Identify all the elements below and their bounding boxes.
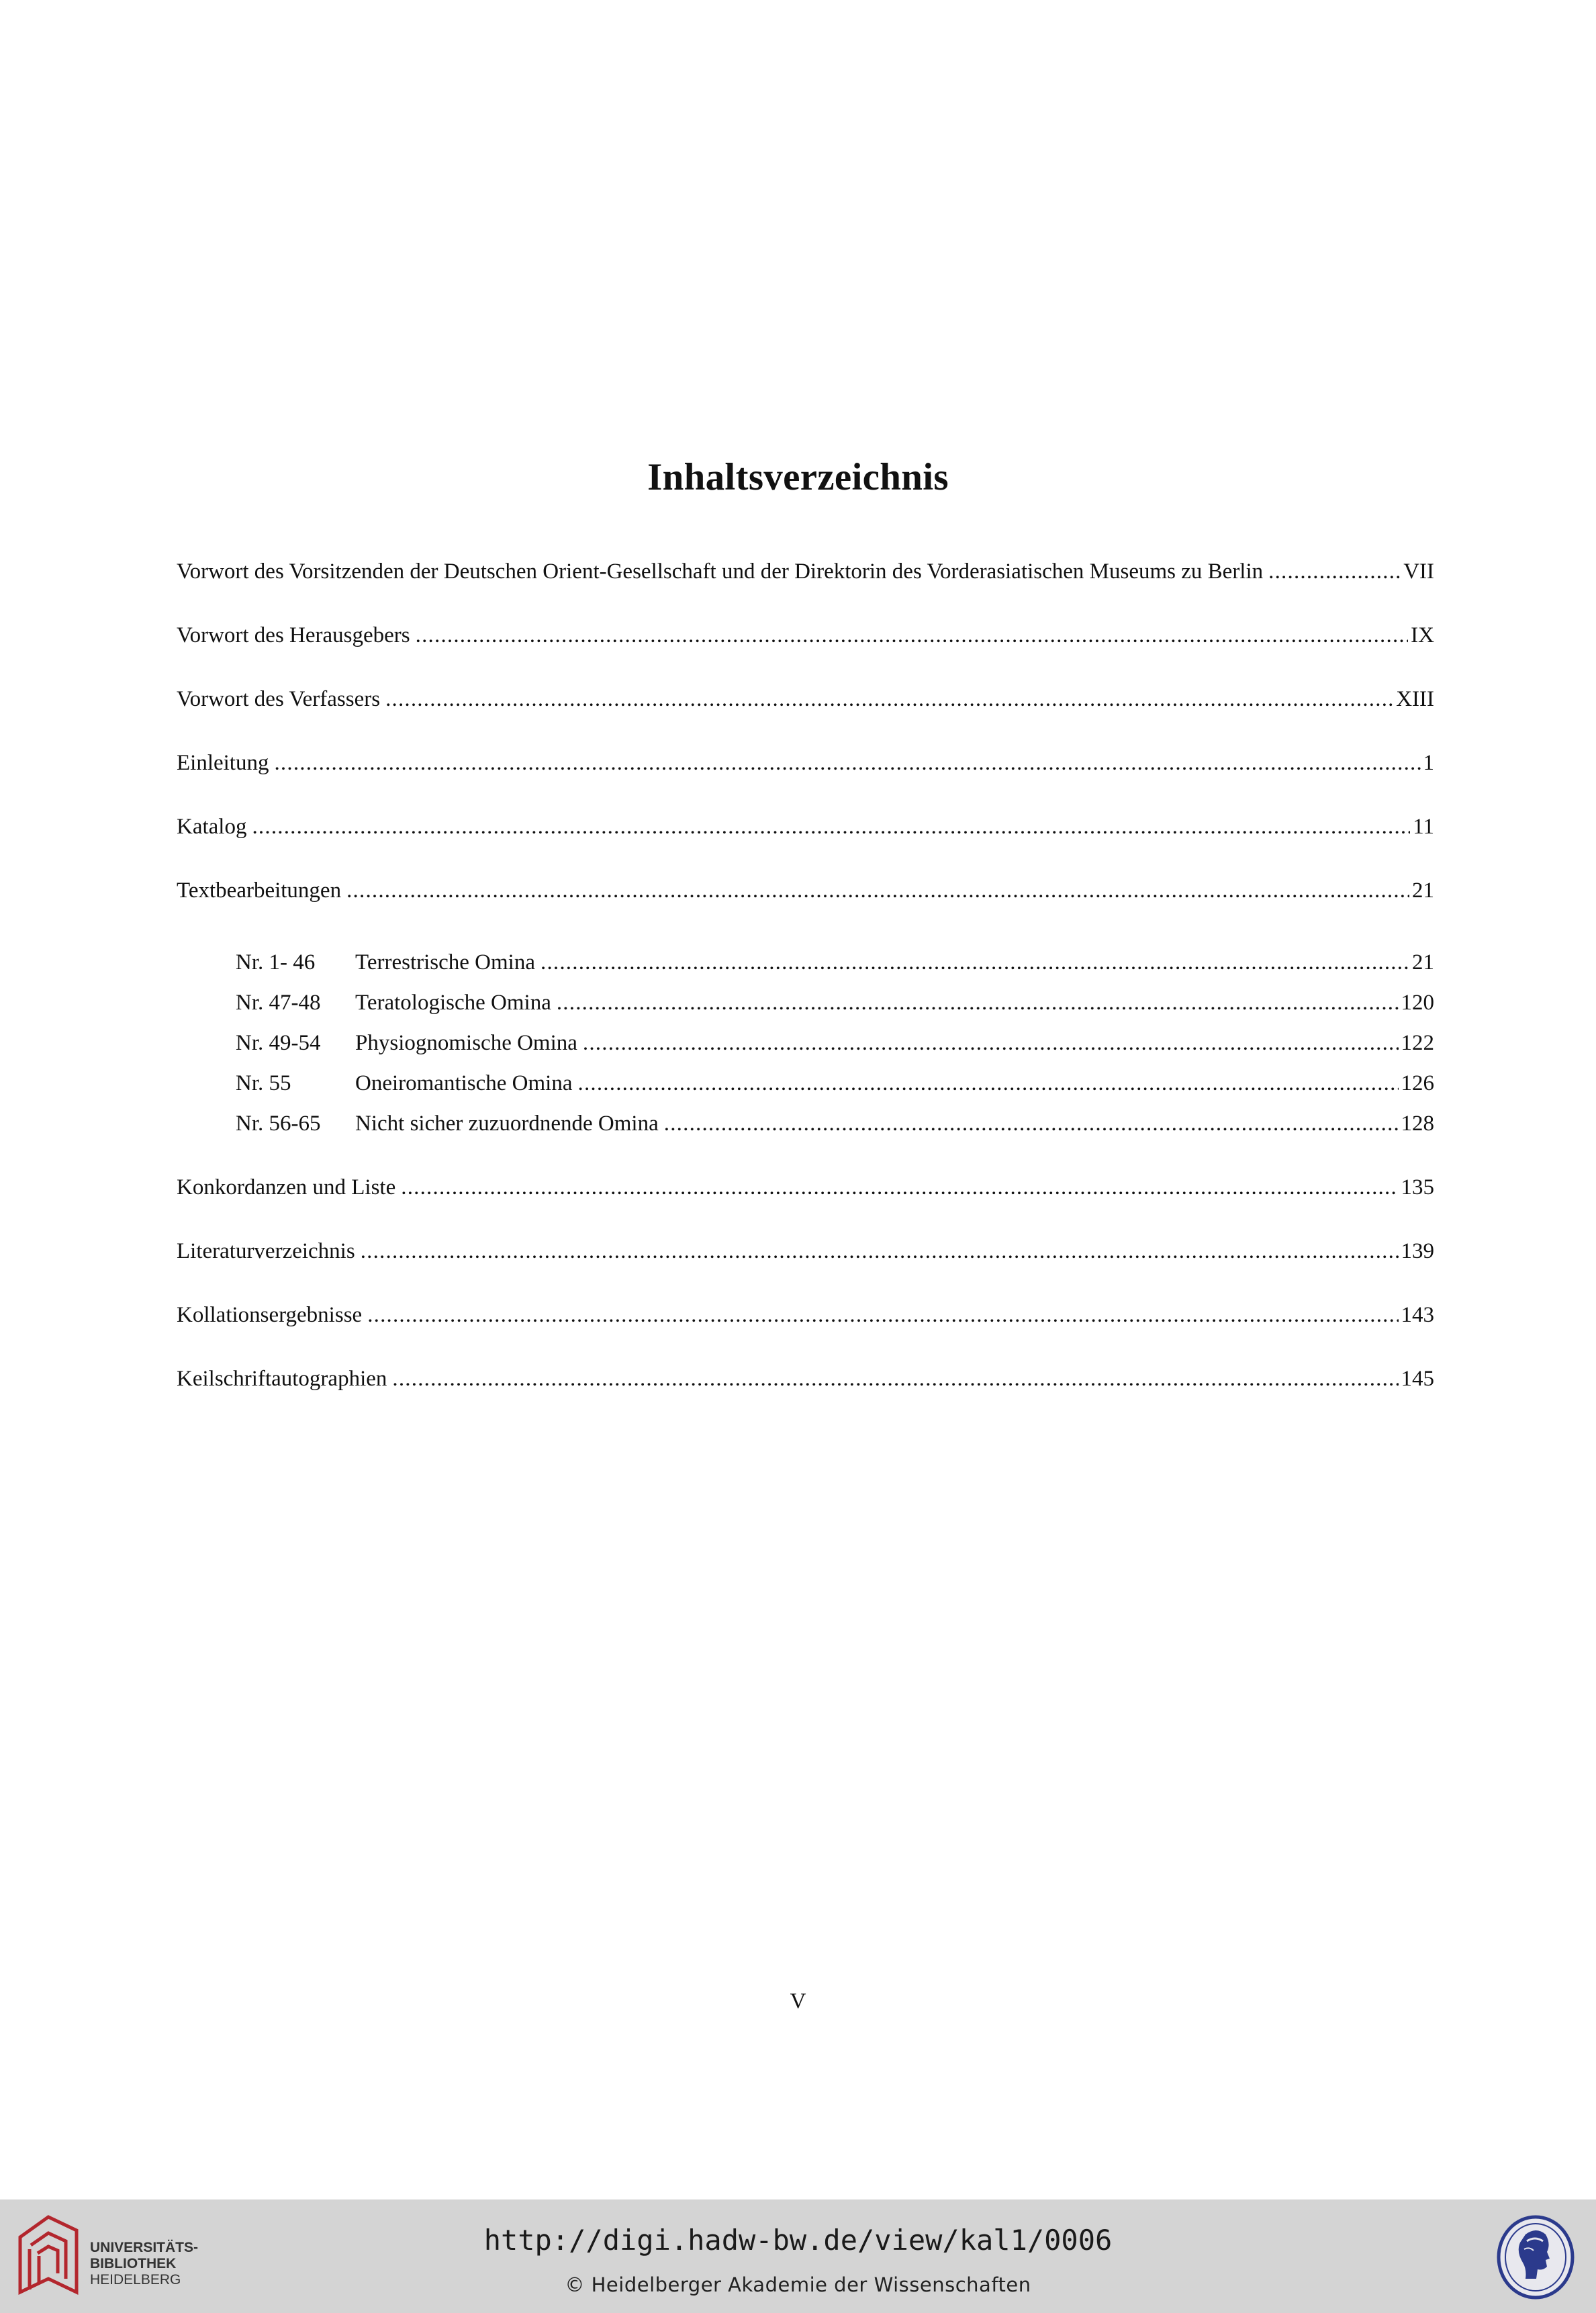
toc-subentry-oneiromantische-omina[interactable] <box>236 1071 1434 1105</box>
toc-subentry-number: Nr. 49-54 <box>236 1031 321 1055</box>
dot-leader <box>346 878 1409 903</box>
toc-entry-title: Textbearbeitungen <box>177 878 342 903</box>
dot-leader <box>361 1239 1399 1264</box>
toc-subentry-number: Nr. 1- 46 <box>236 950 316 974</box>
dot-leader <box>557 991 1399 1015</box>
dot-leader <box>578 1071 1399 1096</box>
toc-subentry-number: Nr. 47-48 <box>236 991 321 1015</box>
toc-subentry-page: 120 <box>1401 991 1434 1015</box>
toc-entry-page: 145 <box>1401 1367 1434 1391</box>
toc-entry-einleitung[interactable] <box>177 751 1434 784</box>
page-title: Inhaltsverzeichnis <box>647 456 949 499</box>
toc-entry-page: 1 <box>1423 751 1434 775</box>
copyright-notice: © Heidelberger Akademie der Wissenschaften <box>565 2273 1031 2296</box>
toc-entry-vorwort-vorsitzenden[interactable] <box>177 559 1434 593</box>
dot-leader <box>541 950 1409 975</box>
toc-entry-page: 21 <box>1412 878 1434 903</box>
toc-subentry-terrestrische-omina[interactable] <box>236 950 1434 984</box>
toc-entry-title: Literaturverzeichnis <box>177 1239 355 1263</box>
dot-leader <box>367 1303 1398 1328</box>
hadw-seal-icon[interactable] <box>1496 2214 1575 2300</box>
toc-subentry-page: 21 <box>1412 950 1434 974</box>
toc-entry-literaturverzeichnis[interactable] <box>177 1239 1434 1273</box>
toc-entry-konkordanzen[interactable] <box>177 1175 1434 1209</box>
dot-leader <box>392 1367 1398 1392</box>
toc-subentry-page: 126 <box>1401 1071 1434 1095</box>
dot-leader <box>664 1112 1399 1136</box>
toc-entry-title: Keilschriftautographien <box>177 1367 387 1391</box>
toc-entry-page: VII <box>1403 559 1434 584</box>
ub-logo-line: HEIDELBERG <box>90 2272 181 2287</box>
ub-logo-line: UNIVERSITÄTS- <box>90 2240 199 2255</box>
toc-entry-title: Vorwort des Vorsitzenden der Deutschen Orient-Gesellschaft und der Direktorin des Vorderasiatischen Museums zu Berlin <box>177 559 1264 584</box>
toc-subentry-nicht-zuzuordnende-omina[interactable] <box>236 1112 1434 1145</box>
ub-logo-line: BIBLIOTHEK <box>90 2256 177 2271</box>
toc-entry-page: 139 <box>1401 1239 1434 1263</box>
dot-leader <box>1268 559 1401 584</box>
toc-entry-page: XIII <box>1396 687 1434 711</box>
toc-subentry-title: Nicht sicher zuzuordnende Omina <box>355 1112 659 1136</box>
toc-entry-page: 11 <box>1413 815 1434 839</box>
toc-entry-kollationsergebnisse[interactable] <box>177 1303 1434 1336</box>
toc-subentry-page: 128 <box>1401 1112 1434 1136</box>
toc-subentry-title: Terrestrische Omina <box>355 950 535 974</box>
toc-entry-page: IX <box>1411 623 1434 647</box>
permalink-url[interactable]: http://digi.hadw-bw.de/view/kal1/0006 <box>483 2224 1113 2257</box>
page-number: V <box>790 1989 806 2013</box>
dot-leader <box>252 815 1410 840</box>
toc-entry-title: Katalog <box>177 815 247 839</box>
toc-entry-title: Einleitung <box>177 751 269 775</box>
toc-entry-page: 143 <box>1401 1303 1434 1327</box>
dot-leader <box>385 687 1393 712</box>
toc-entry-page: 135 <box>1401 1175 1434 1199</box>
toc-entry-keilschriftautographien[interactable] <box>177 1367 1434 1400</box>
toc-subentry-page: 122 <box>1401 1031 1434 1055</box>
toc-subentry-teratologische-omina[interactable] <box>236 991 1434 1024</box>
toc-entry-title: Vorwort des Verfassers <box>177 687 381 711</box>
toc-subentry-title: Physiognomische Omina <box>355 1031 577 1055</box>
toc-subentry-number: Nr. 55 <box>236 1071 291 1095</box>
dot-leader <box>416 623 1409 648</box>
toc-entry-title: Konkordanzen und Liste <box>177 1175 396 1199</box>
toc-subentry-physiognomische-omina[interactable] <box>236 1031 1434 1064</box>
dot-leader <box>401 1175 1398 1200</box>
footer-bar <box>0 2199 1596 2313</box>
dot-leader <box>583 1031 1399 1056</box>
toc-subentry-title: Oneiromantische Omina <box>355 1071 573 1095</box>
toc-entry-vorwort-herausgebers[interactable] <box>177 623 1434 657</box>
toc-entry-title: Kollationsergebnisse <box>177 1303 363 1327</box>
toc-entry-title: Vorwort des Herausgebers <box>177 623 410 647</box>
dot-leader <box>274 751 1420 776</box>
toc-subentry-title: Teratologische Omina <box>355 991 551 1015</box>
toc-subentry-number: Nr. 56-65 <box>236 1112 321 1136</box>
toc-entry-vorwort-verfassers[interactable] <box>177 687 1434 721</box>
toc-entry-katalog[interactable] <box>177 815 1434 848</box>
toc-entry-textbearbeitungen[interactable] <box>177 878 1434 912</box>
